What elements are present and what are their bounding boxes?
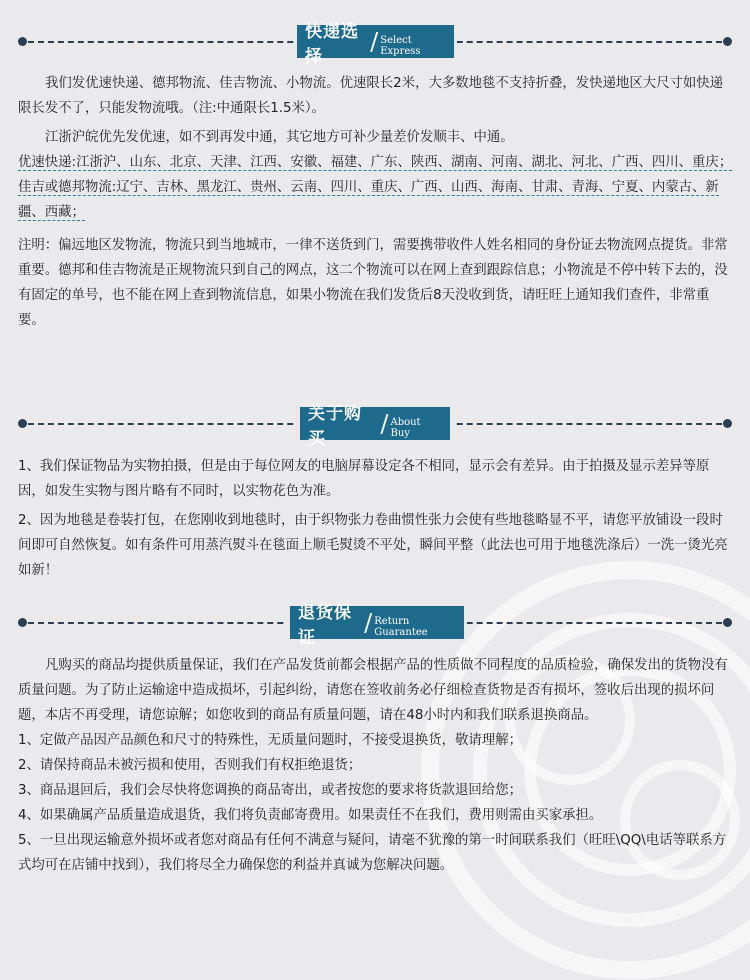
buy-section-header	[0, 403, 750, 449]
section-title: 退货保证	[298, 602, 352, 648]
return-section-header	[0, 602, 750, 648]
express-note: 注明：偏远地区发物流，物流只到当地城市，一律不送货到门，需要携带收件人姓名相同的身份证去物流网点提货。非常重要。德邦和佳吉物流是正规物流只到自己的网点，这二个物流可以在网上查到跟踪信息；小物流是不停中转下去的，没有固定的单号，也不能在网上查到物流信息，如果小物流在我们发货后8天没收到货，请旺旺上通知我们查件，非常重要。	[18, 238, 728, 328]
list-item: 5、一旦出现运输意外损坏或者您对商品有任何不满意与疑问，请毫不犹豫的第一时间联系我们（旺旺\QQ\电话等联系方式均可在店铺中找到），我们将尽全力确保您的利益并真诚为您解决问题。	[18, 833, 727, 873]
dot-icon	[723, 618, 732, 627]
slash-icon: /	[380, 409, 389, 438]
express-section-header	[0, 21, 750, 67]
dot-icon	[18, 419, 27, 428]
list-item: 3、商品退回后，我们会尽快将您调换的商品寄出，或者按您的要求将货款退回给您；	[18, 783, 522, 798]
express-title-box	[297, 21, 454, 67]
section-subtitle: Return Guarantee	[374, 615, 428, 638]
list-item: 1、定做产品因产品颜色和尺寸的特殊性，无质量问题时，不接受退换货，敬请理解；	[18, 733, 522, 748]
return-content	[18, 653, 733, 878]
dot-icon	[723, 419, 732, 428]
return-title-box	[290, 602, 464, 648]
section-title: 快递选择	[305, 21, 359, 67]
slash-icon: /	[370, 27, 379, 56]
yousu-regions: 优速快递:江浙沪、山东、北京、天津、江西、安徽、福建、广东、陕西、湖南、河南、湖北、河北、广西、四川、重庆；	[18, 155, 733, 170]
dot-icon	[18, 618, 27, 627]
dot-icon	[18, 37, 27, 46]
buy-title-box	[300, 403, 450, 449]
dot-icon	[723, 37, 732, 46]
buy-paragraph: 2、因为地毯是卷装打包，在您刚收到地毯时，由于织物张力卷曲惯性张力会使有些地毯略显不平，请您平放铺设一段时间即可自然恢复。如有条件可用蒸汽熨斗在毯面上顺毛熨烫不平处，瞬间平整（此法也可用于地毯洗涤后）一洗一烫光亮如新！	[18, 513, 728, 578]
buy-content	[18, 454, 733, 583]
express-paragraph: 江浙沪皖优先发优速，如不到再发中通，其它地方可补少量差价发顺丰、中通。	[45, 130, 514, 145]
section-subtitle: About Buy	[390, 416, 421, 439]
section-title: 关于购买	[308, 403, 362, 449]
slash-icon: /	[364, 608, 373, 637]
buy-paragraph: 1、我们保证物品为实物拍摄，但是由于每位网友的电脑屏幕设定各不相同，显示会有差异。由于拍摄及显示差异等原因，如发生实物与图片略有不同时，以实物花色为准。	[18, 459, 710, 499]
return-paragraph: 凡购买的商品均提供质量保证，我们在产品发货前都会根据产品的性质做不同程度的品质检验，确保发出的货物没有质量问题。为了防止运输途中造成损坏，引起纠纷，请您在签收前务必仔细检查货物是否有损坏，签收后出现的损坏问题，本店不再受理，请您谅解；如您收到的商品有质量问题，请在48小时内和我们联系退换商品。	[18, 658, 728, 723]
list-item: 4、如果确属产品质量造成退货，我们将负责邮寄费用。如果责任不在我们，费用则需由买家承担。	[18, 808, 603, 823]
list-item: 2、请保持商品未被污损和使用，否则我们有权拒绝退货；	[18, 758, 362, 773]
express-content	[18, 71, 733, 333]
logistics-regions: 佳吉或德邦物流:辽宁、吉林、黑龙江、贵州、云南、四川、重庆、广西、山西、海南、甘肃、青海、宁夏、内蒙古、新疆、西藏；	[18, 180, 719, 220]
express-paragraph: 我们发优速快递、德邦物流、佳吉物流、小物流。优速限长2米，大多数地毯不支持折叠，发快递地区大尺寸如快递限长发不了，只能发物流哦。（注:中通限长1.5米）。	[18, 76, 724, 116]
section-subtitle: Select Express	[380, 34, 421, 57]
